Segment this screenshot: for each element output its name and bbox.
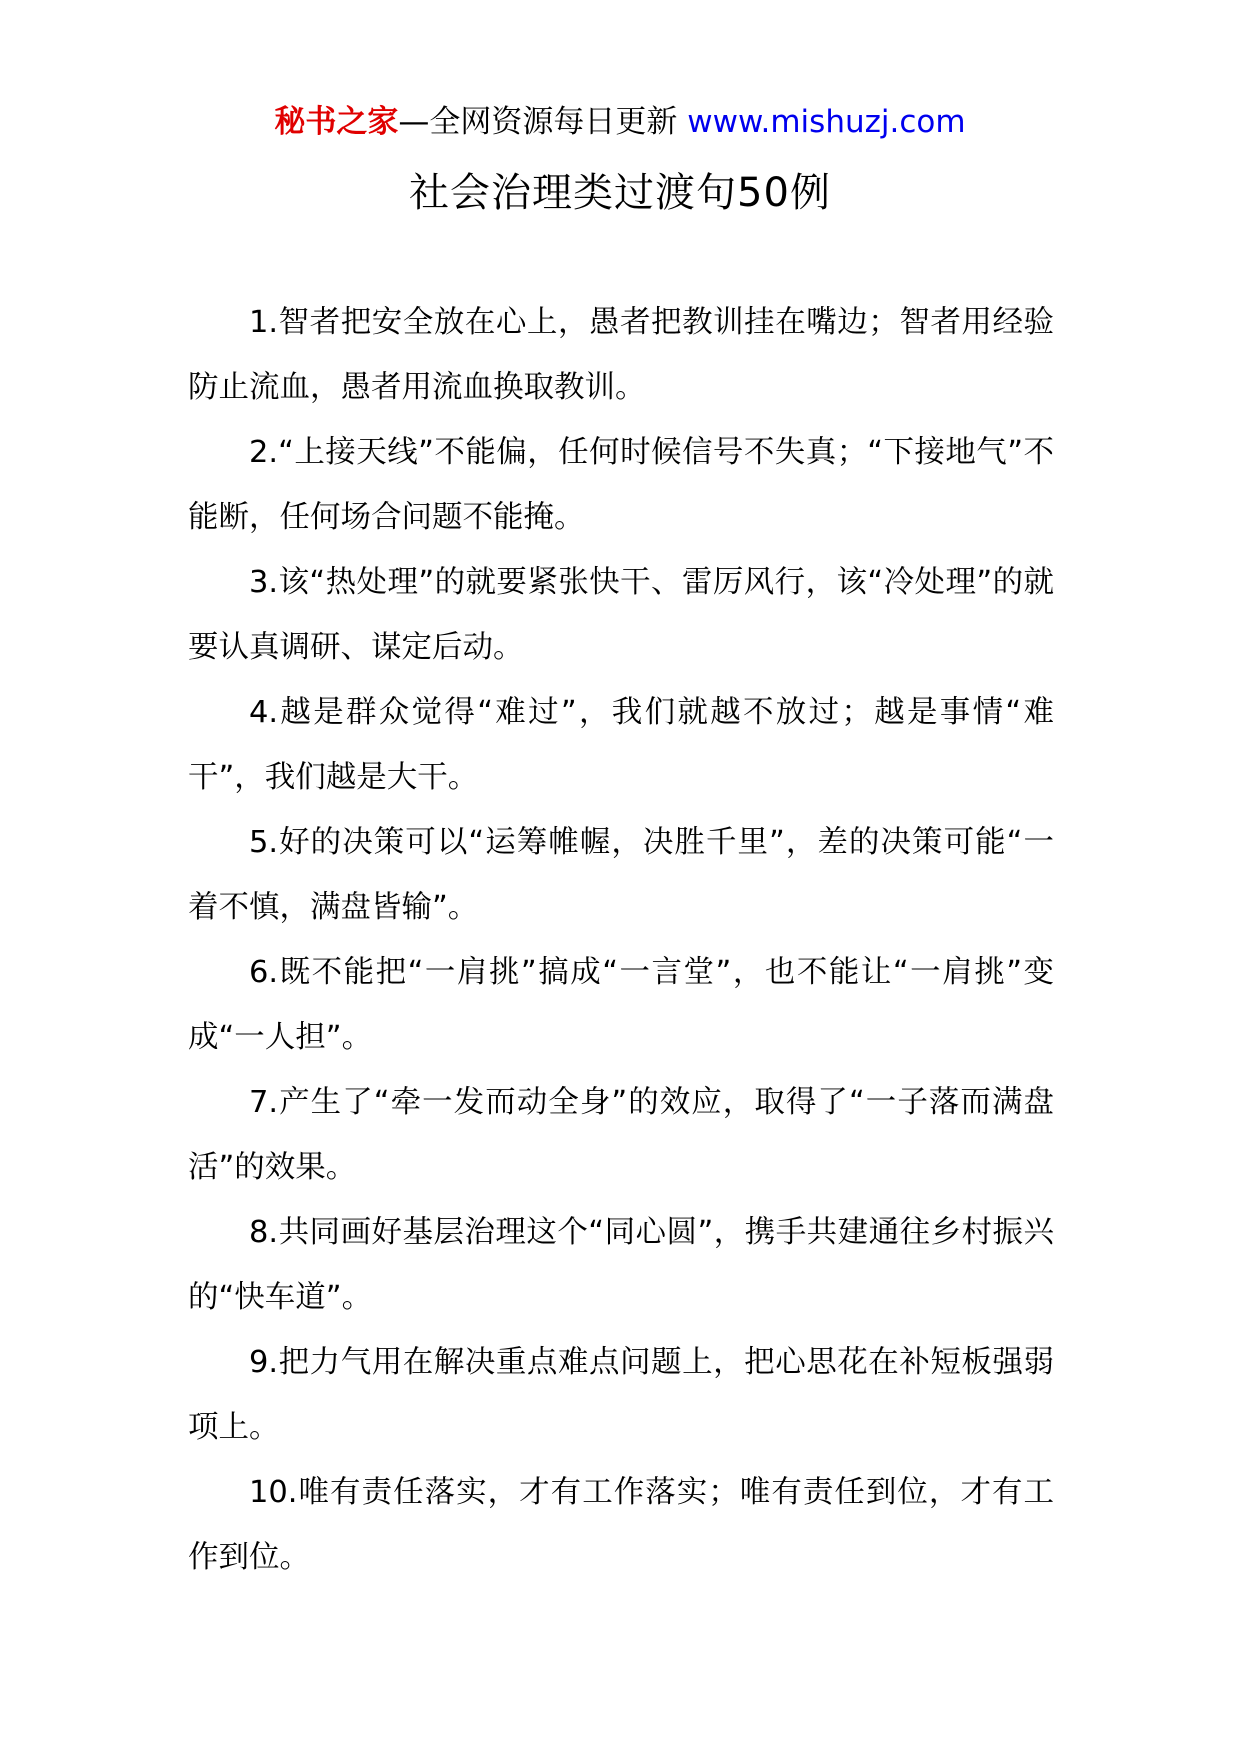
brand-name: 秘书之家	[274, 104, 399, 140]
list-item: 7.产生了“牵一发而动全身”的效应，取得了“一子落而满盘活”的效果。	[188, 1085, 1054, 1185]
list-item: 5.好的决策可以“运筹帷幄，决胜千里”，差的决策可能“一着不慎，满盘皆输”。	[188, 825, 1054, 925]
list-item: 3.该“热处理”的就要紧张快干、雷厉风行，该“冷处理”的就要认真调研、谋定后动。	[188, 565, 1054, 665]
list-item: 6.既不能把“一肩挑”搞成“一言堂”，也不能让“一肩挑”变成“一人担”。	[188, 955, 1054, 1055]
list-item: 9.把力气用在解决重点难点问题上，把心思花在补短板强弱项上。	[188, 1345, 1054, 1445]
list-item: 1.智者把安全放在心上，愚者把教训挂在嘴边；智者用经验防止流血，愚者用流血换取教训。	[188, 305, 1054, 405]
site-tagline: —全网资源每日更新	[398, 104, 678, 140]
site-url-link[interactable]: www.mishuzj.com	[687, 104, 966, 140]
document-title: 社会治理类过渡句50例	[409, 170, 831, 216]
list-item: 4.越是群众觉得“难过”，我们就越不放过；越是事情“难干”，我们越是大干。	[188, 695, 1054, 795]
list-item: 8.共同画好基层治理这个“同心圆”，携手共建通往乡村振兴的“快车道”。	[188, 1215, 1054, 1315]
list-item: 10.唯有责任落实，才有工作落实；唯有责任到位，才有工作到位。	[188, 1475, 1054, 1575]
site-header	[0, 102, 1240, 142]
list-item: 2.“上接天线”不能偏，任何时候信号不失真；“下接地气”不能断，任何场合问题不能掩。	[188, 435, 1054, 535]
document-body	[188, 290, 1054, 1590]
